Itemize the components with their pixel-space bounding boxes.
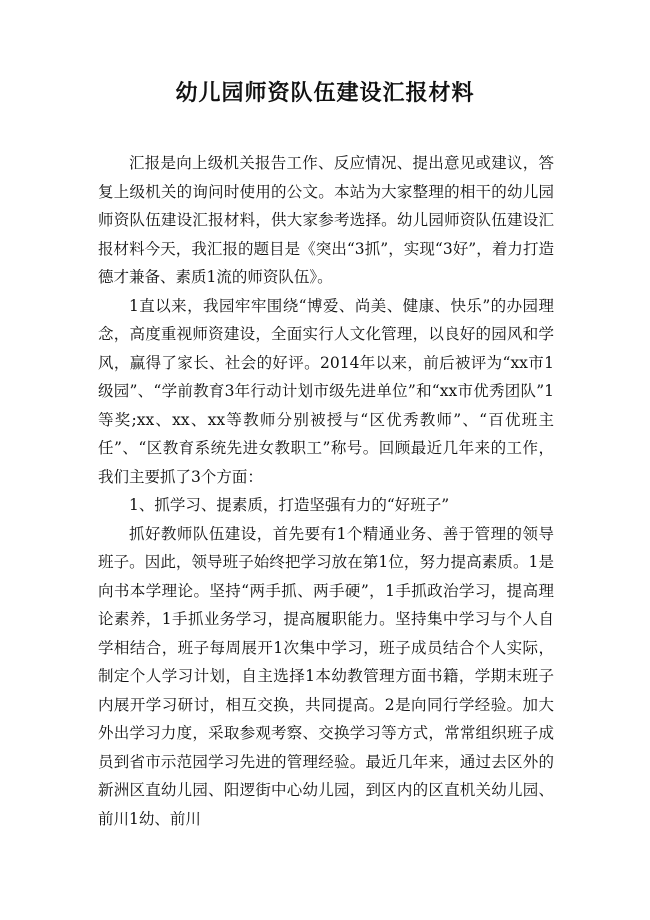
document-body (98, 149, 554, 833)
section-heading-1: 1、抓学习、提素质，打造坚强有力的“好班子” (129, 496, 450, 514)
document-title: 幼儿园师资队伍建设汇报材料 (175, 80, 475, 106)
paragraph-intro: 汇报是向上级机关报告工作、反应情况、提出意见或建议，答复上级机关的询问时使用的公文。本站为大家整理的相干的幼儿园师资队伍建设汇报材料，供大家参考选择。幼儿园师资队伍建设汇报材料今天，我汇报的题目是《突出“3抓”，实现“3好”，着力打造德才兼备、素质1流的师资队伍》。 (98, 154, 554, 286)
paragraph-section-1: 抓好教师队伍建设，首先要有1个精通业务、善于管理的领导班子。因此，领导班子始终把学习放在第1位，努力提高素质。1是向书本学理论。坚持“两手抓、两手硬”，1手抓政治学习，提高理论素养，1手抓业务学习，提高履职能力。坚持集中学习与个人自学相结合，班子每周展开1次集中学习，班子成员结合个人实际，制定个人学习计划，自主选择1本幼教管理方面书籍，学期末班子内展开学习研讨，相互交换，共同提高。2是向同行学经验。加大外出学习力度，采取参观考察、交换学习等方式，常常组织班子成员到省市示范园学习先进的管理经验。最近几年来，通过去区外的新洲区直幼儿园、阳逻街中心幼儿园，到区内的区直机关幼儿园、前川1幼、前川 (98, 524, 554, 828)
paragraph-overview: 1直以来，我园牢牢围绕“博爱、尚美、健康、快乐”的办园理念，高度重视师资建设，全面实行人文化管理，以良好的园风和学风，赢得了家长、社会的好评。2014年以来，前后被评为“xx市1级园”、“学前教育3年行动计划市级先进单位”和“xx市优秀团队”1等奖;xx、xx、xx等教师分别被授与“区优秀教师”、“百优班主任”、“区教育系统先进女教职工”称号。回顾最近几年来的工作，我们主要抓了3个方面： (98, 296, 554, 486)
